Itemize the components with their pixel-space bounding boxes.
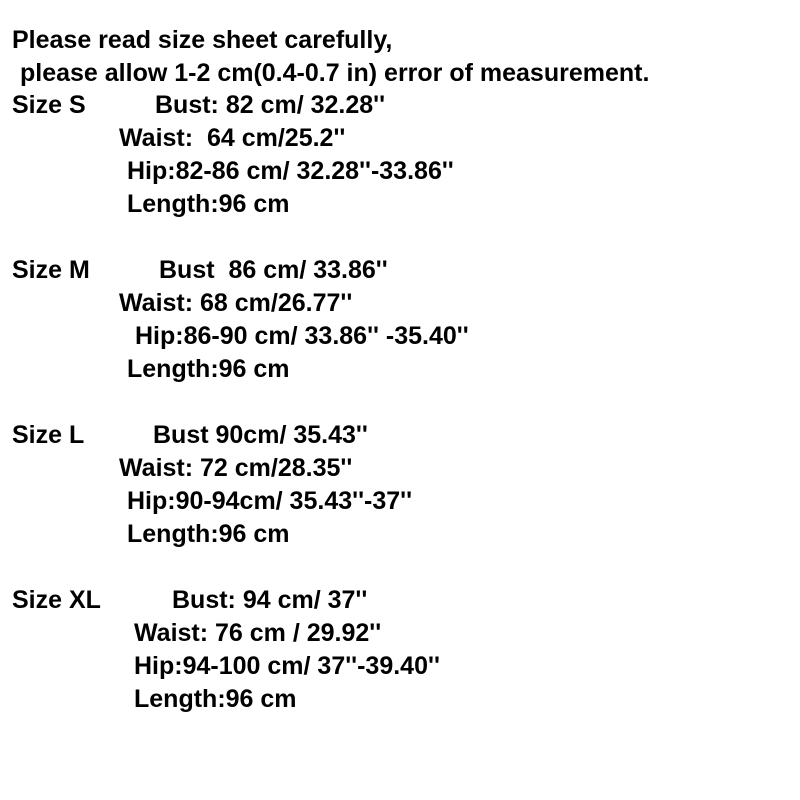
size-xl-hip: Hip:94-100 cm/ 37''-39.40'' [134, 652, 440, 680]
size-m-bust: Bust 86 cm/ 33.86'' [159, 256, 388, 284]
size-xl-bust: Bust: 94 cm/ 37'' [172, 586, 368, 614]
size-l-bust: Bust 90cm/ 35.43'' [153, 421, 368, 449]
size-m-label: Size M [12, 256, 90, 284]
size-l-label: Size L [12, 421, 85, 449]
size-m-length: Length:96 cm [127, 355, 290, 383]
size-xl-waist: Waist: 76 cm / 29.92'' [134, 619, 382, 647]
size-s-hip: Hip:82-86 cm/ 32.28''-33.86'' [127, 157, 454, 185]
size-l-hip: Hip:90-94cm/ 35.43''-37'' [127, 487, 413, 515]
size-s-label: Size S [12, 91, 86, 119]
size-xl-length: Length:96 cm [134, 685, 297, 713]
intro-line-2: please allow 1-2 cm(0.4-0.7 in) error of measurement. [20, 59, 650, 87]
size-s-waist: Waist: 64 cm/25.2'' [119, 124, 346, 152]
size-m-hip: Hip:86-90 cm/ 33.86'' -35.40'' [135, 322, 469, 350]
size-l-waist: Waist: 72 cm/28.35'' [119, 454, 353, 482]
size-l-length: Length:96 cm [127, 520, 290, 548]
size-s-length: Length:96 cm [127, 190, 290, 218]
intro-line-1: Please read size sheet carefully, [12, 26, 393, 54]
size-m-waist: Waist: 68 cm/26.77'' [119, 289, 353, 317]
size-xl-label: Size XL [12, 586, 101, 614]
size-s-bust: Bust: 82 cm/ 32.28'' [155, 91, 386, 119]
